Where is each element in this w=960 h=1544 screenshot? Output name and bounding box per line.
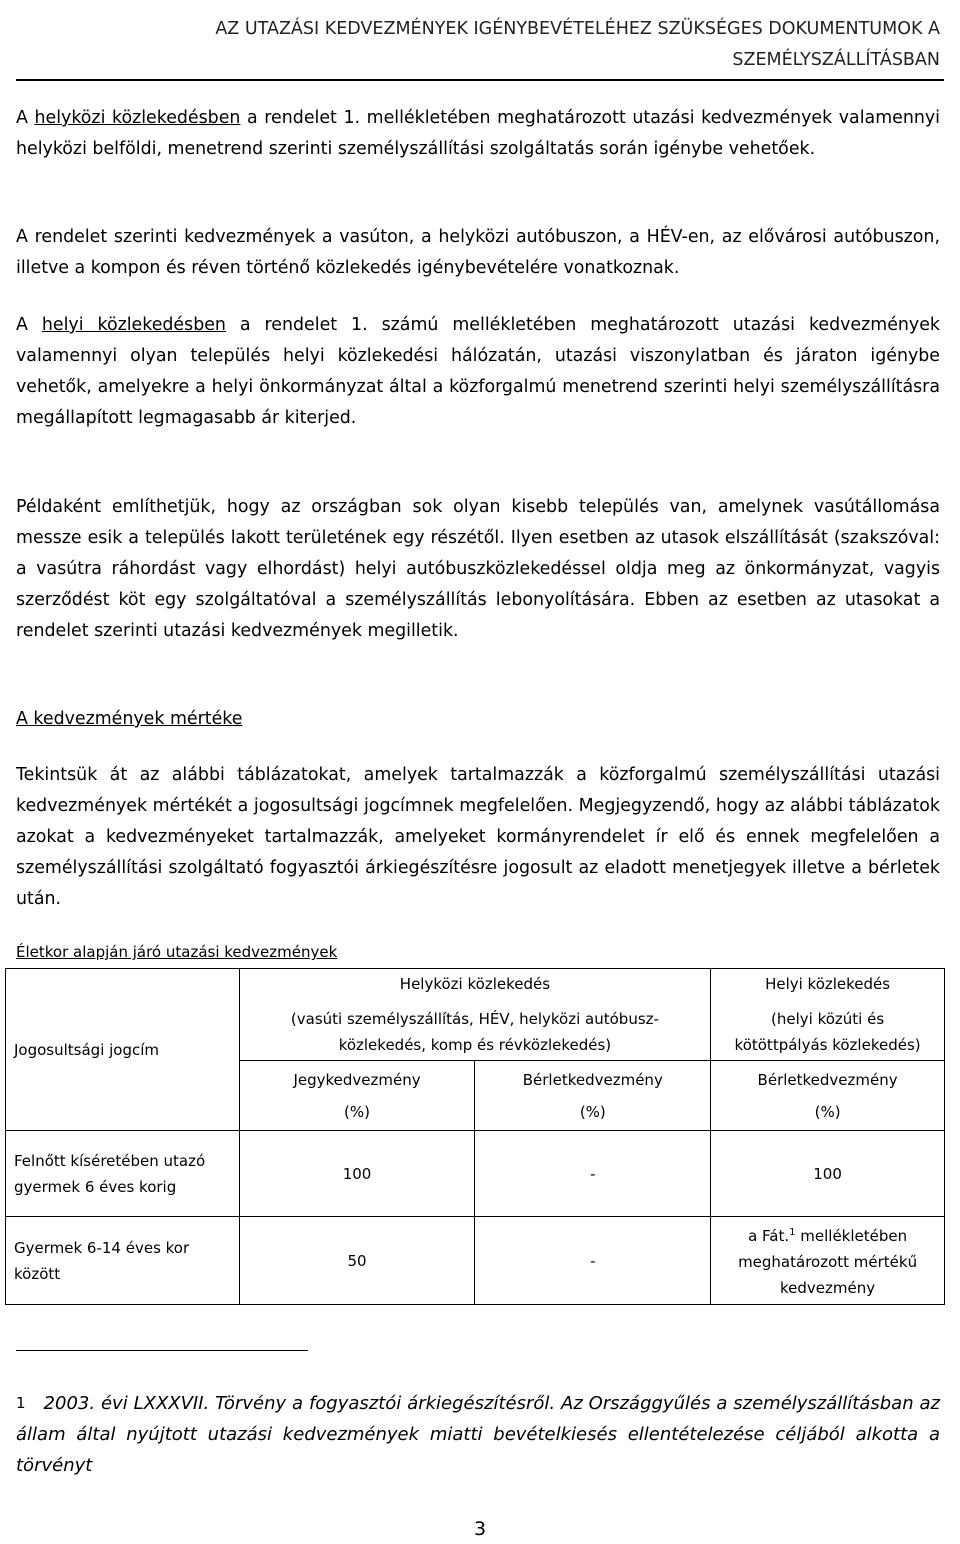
footnote-rule xyxy=(16,1350,308,1351)
local-subtitle-1: (helyi közúti és xyxy=(771,1010,885,1028)
running-header-line-2: SZEMÉLYSZÁLLÍTÁSBAN xyxy=(732,50,940,70)
pass-discount-label: Bérletkedvezmény xyxy=(522,1070,663,1089)
table-row xyxy=(6,1131,945,1217)
paragraph-local-start: A xyxy=(16,315,42,335)
section-heading: A kedvezmények mértéke xyxy=(16,709,243,729)
local-title: Helyi közlekedés xyxy=(765,975,891,993)
intercity-subtitle-1: (vasúti személyszállítás, HÉV, helyközi autóbusz- xyxy=(290,1010,659,1028)
ticket-discount-label: Jegykedvezmény xyxy=(293,1070,421,1089)
row-label-line-1: Felnőtt kíséretében utazó xyxy=(14,1151,206,1170)
col-header-local xyxy=(711,969,945,1061)
paragraph-intercity xyxy=(16,103,940,165)
table-row xyxy=(6,1217,945,1305)
row-label-child-6-14 xyxy=(6,1217,240,1305)
header-rule xyxy=(16,79,944,81)
intercity-term: helyközi közlekedésben xyxy=(34,108,241,128)
cell-local-value xyxy=(711,1217,945,1305)
paragraph-example: Példaként említhetjük, hogy az országban sok olyan kisebb település van, amelynek vasútállomása messze esik a település lakott területének egy részétől. Ilyen esetben az utasok elszállítását (szakszóval: a vasútra ráhordást vagy elhordást) helyi autóbuszközlekedéssel oldja meg az önkormányzat, vagyis szerződést köt egy szolgáltatóval a személyszállítás lebonyolítására. Ebben az esetben az utasokat a rendelet szerinti utazási kedvezmények megilletik. xyxy=(16,497,940,641)
entitlement-label: Jogosultsági jogcím xyxy=(14,1040,160,1059)
local-value-line-2: meghatározott mértékű xyxy=(738,1253,918,1271)
row-label-line-2: között xyxy=(14,1264,61,1283)
col-header-entitlement xyxy=(6,969,240,1131)
running-header xyxy=(120,14,940,76)
footnote-text: 2003. évi LXXXVII. Törvény a fogyasztói árkiegészítésről. Az Országgyűlés a személyszállításban az állam által nyújtott utazási kedvezmények miatti bevételkiesés ellentételezése céljából alkotta a törvényt xyxy=(16,1393,940,1476)
footnote-ref: 1 xyxy=(789,1227,796,1238)
col-header-pass xyxy=(475,1061,711,1131)
cell-ticket-value: 50 xyxy=(239,1217,475,1305)
cell-pass-value: - xyxy=(475,1131,711,1217)
ticket-percent-label: (%) xyxy=(344,1102,371,1121)
local-subtitle-2: kötöttpályás közlekedés) xyxy=(734,1036,921,1054)
page-number: 3 xyxy=(473,1518,487,1540)
table-caption: Életkor alapján járó utazási kedvezmények xyxy=(16,943,338,961)
running-header-line-1: AZ UTAZÁSI KEDVEZMÉNYEK IGÉNYBEVÉTELÉHEZ SZÜKSÉGES DOKUMENTUMOK A xyxy=(215,19,940,39)
local-pass-discount-label: Bérletkedvezmény xyxy=(757,1070,898,1089)
intercity-title: Helyközi közlekedés xyxy=(399,975,551,993)
local-value-prefix: a Fát. xyxy=(748,1227,790,1245)
local-value-line-1 xyxy=(719,1220,936,1249)
paragraph-tables-intro: Tekintsük át az alábbi táblázatokat, amelyek tartalmazzák a közforgalmú személyszállítási utazási kedvezmények mértékét a jogosultsági jogcímnek megfelelően. Megjegyzendő, hogy az alábbi táblázatok azokat a kedvezményeket tartalmazzák, amelyeket kormányrendelet ír elő és ennek megfelelően a személyszállítási szolgáltató fogyasztói árkiegészítésre jogosult az eladott menetjegyek illetve a bérletek után. xyxy=(16,765,940,909)
local-value-line-3: kedvezmény xyxy=(780,1279,876,1297)
cell-local-value: 100 xyxy=(711,1131,945,1217)
paragraph-intercity-start: A xyxy=(16,108,35,128)
col-header-local-pass xyxy=(711,1061,945,1131)
paragraph-local-rest: a rendelet 1. számú mellékletében meghatározott utazási kedvezmények valamennyi olyan település helyi közlekedési hálózatán, utazási viszonylatban és járaton igénybe vehetők, amelyekre a helyi önkormányzat által a közforgalmú menetrend szerinti helyi személyszállításra megállapított legmagasabb ár kiterjed. xyxy=(16,315,940,428)
row-label-line-1: Gyermek 6-14 éves kor xyxy=(14,1238,190,1257)
col-header-ticket xyxy=(239,1061,475,1131)
col-header-intercity xyxy=(239,969,711,1061)
pass-percent-label: (%) xyxy=(579,1102,606,1121)
cell-ticket-value: 100 xyxy=(239,1131,475,1217)
age-benefits-table xyxy=(5,968,945,1305)
local-value-suffix: mellékletében xyxy=(795,1227,908,1245)
local-term: helyi közlekedésben xyxy=(41,315,226,335)
table-header-row xyxy=(6,969,945,1061)
cell-pass-value: - xyxy=(475,1217,711,1305)
row-label-child-under-6 xyxy=(6,1131,240,1217)
row-label-line-2: gyermek 6 éves korig xyxy=(14,1177,177,1196)
paragraph-local xyxy=(16,310,940,434)
footnote-number: 1 xyxy=(16,1394,26,1412)
footnote xyxy=(16,1388,940,1481)
local-pass-percent-label: (%) xyxy=(814,1102,841,1121)
intercity-subtitle-2: közlekedés, komp és révközlekedés) xyxy=(338,1036,612,1054)
paragraph-intercity-rest: a rendelet 1. mellékletében meghatározott utazási kedvezmények valamennyi helyközi belföldi, menetrend szerinti személyszállítási szolgáltatás során igénybe vehetőek. xyxy=(16,108,940,159)
paragraph-scope: A rendelet szerinti kedvezmények a vasúton, a helyközi autóbuszon, a HÉV-en, az elővárosi autóbuszon, illetve a kompon és réven történő közlekedés igénybevételére vonatkoznak. xyxy=(16,227,940,278)
